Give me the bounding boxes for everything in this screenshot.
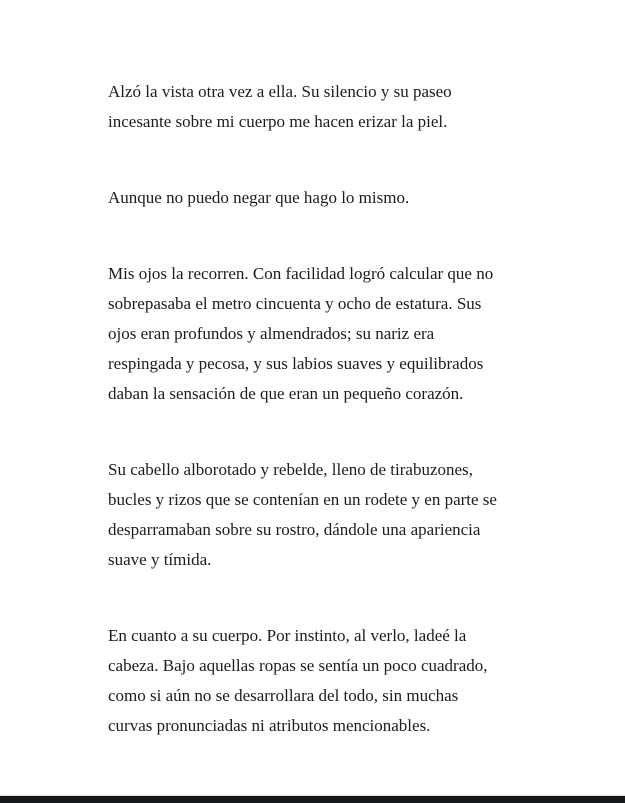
paragraph: [108, 455, 558, 575]
text-line: respingada y pecosa, y sus labios suaves y equilibrados: [108, 354, 484, 373]
document-page: [108, 77, 558, 787]
text-line: Mis ojos la recorren. Con facilidad logró calcular que no: [108, 264, 494, 283]
text-line: sobrepasaba el metro cincuenta y ocho de estatura. Sus: [108, 294, 482, 313]
text-line: bucles y rizos que se contenían en un rodete y en parte se: [108, 490, 497, 509]
paragraph: [108, 259, 558, 409]
text-line: curvas pronunciadas ni atributos mencionables.: [108, 716, 431, 735]
paragraph: [108, 621, 558, 741]
text-line: como si aún no se desarrollara del todo, sin muchas: [108, 686, 459, 705]
text-line: incesante sobre mi cuerpo me hacen erizar la piel.: [108, 112, 448, 131]
text-line: Alzó la vista otra vez a ella. Su silencio y su paseo: [108, 82, 452, 101]
text-line: desparramaban sobre su rostro, dándole una apariencia: [108, 520, 481, 539]
text-line: cabeza. Bajo aquellas ropas se sentía un poco cuadrado,: [108, 656, 488, 675]
bottom-bar: [0, 795, 625, 803]
text-line: ojos eran profundos y almendrados; su nariz era: [108, 324, 435, 343]
paragraph: [108, 183, 558, 213]
text-line: suave y tímida.: [108, 550, 212, 569]
text-line: daban la sensación de que eran un pequeño corazón.: [108, 384, 464, 403]
paragraph: [108, 77, 558, 137]
text-line: Su cabello alborotado y rebelde, lleno de tirabuzones,: [108, 460, 473, 479]
text-line: En cuanto a su cuerpo. Por instinto, al verlo, ladeé la: [108, 626, 467, 645]
text-line: Aunque no puedo negar que hago lo mismo.: [108, 188, 410, 207]
